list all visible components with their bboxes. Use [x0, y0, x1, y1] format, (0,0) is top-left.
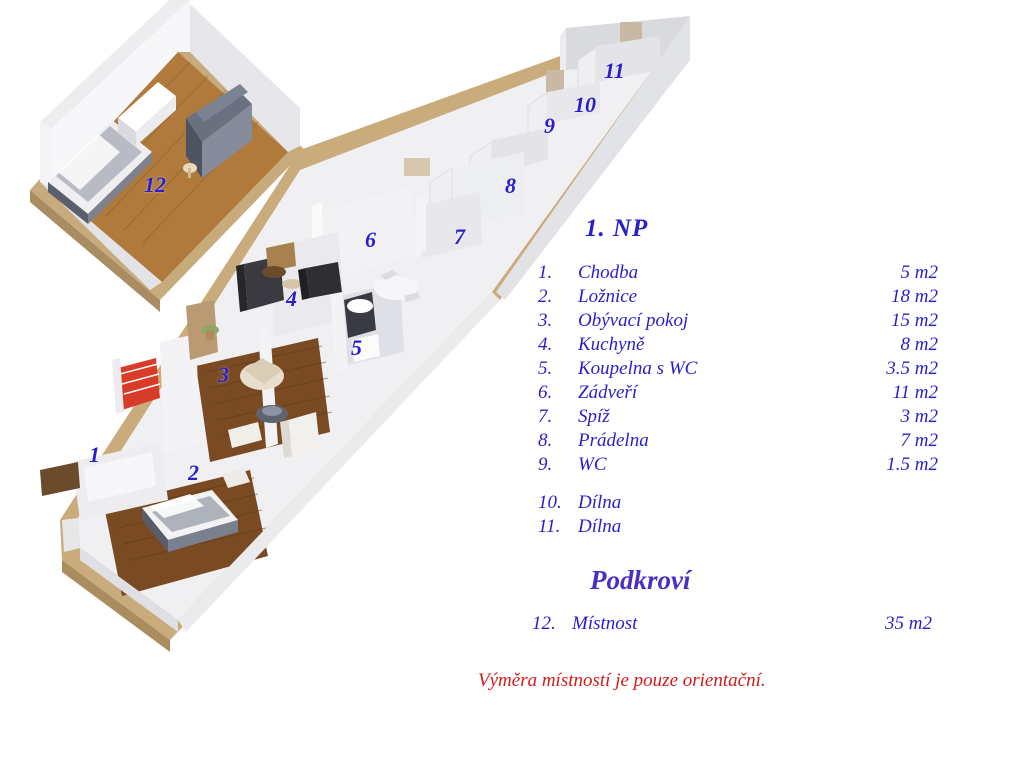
legend-name: WC — [578, 454, 607, 475]
legend-row — [538, 357, 938, 381]
legend-index: 6. — [538, 382, 553, 403]
legend-index: 9. — [538, 454, 553, 475]
entry-step — [40, 462, 80, 496]
legend-index: 4. — [538, 334, 553, 355]
legend-index: 5. — [538, 358, 553, 379]
legend-row — [538, 381, 938, 405]
room-number-2: 2 — [188, 460, 199, 485]
legend-row — [538, 285, 938, 309]
legend-area: 11 m2 — [892, 382, 938, 403]
legend-name: Spíž — [578, 406, 610, 427]
legend-area: 15 m2 — [891, 310, 938, 331]
legend-row — [538, 405, 938, 429]
room-number-8: 8 — [505, 173, 516, 198]
legend-area — [838, 515, 938, 539]
room-number-12: 12 — [144, 172, 166, 197]
legend-index: 8. — [538, 430, 553, 451]
legend-row — [532, 612, 932, 636]
room-legend-table — [538, 261, 938, 539]
legend-area: 7 m2 — [900, 430, 938, 451]
legend-index: 3. — [538, 310, 553, 331]
legend-area — [838, 491, 938, 515]
legend-area: 3.5 m2 — [886, 358, 938, 379]
legend-name: Dílna — [578, 492, 622, 513]
legend-index: 11. — [538, 516, 561, 537]
legend-name: Zádveří — [578, 382, 638, 403]
attic-legend-table — [532, 612, 932, 636]
room-number-9: 9 — [544, 113, 555, 138]
room-number-7: 7 — [454, 224, 465, 249]
legend-index: 1. — [538, 262, 553, 283]
room-number-4: 4 — [286, 286, 297, 311]
legend-name: Dílna — [578, 516, 622, 537]
room-number-3: 3 — [218, 362, 229, 387]
legend-row — [538, 491, 938, 515]
legend-row — [538, 261, 938, 285]
window — [404, 158, 430, 176]
legend-name: Chodba — [578, 262, 639, 283]
legend-row — [538, 429, 938, 453]
legend-name: Kuchyně — [578, 334, 645, 355]
floor-title: 1. NP — [585, 215, 649, 242]
legend-name: Obývací pokoj — [578, 310, 689, 331]
legend-row — [538, 453, 938, 477]
room-number-10: 10 — [574, 92, 596, 117]
room-number-6: 6 — [365, 227, 376, 252]
legend-area: 3 m2 — [900, 406, 938, 427]
legend-index: 2. — [538, 286, 553, 307]
legend-index: 7. — [538, 406, 553, 427]
legend-name: Ložnice — [578, 286, 638, 307]
legend-index: 10. — [538, 492, 562, 513]
attic-title: Podkroví — [590, 565, 691, 595]
legend-row — [538, 309, 938, 333]
room-number-1: 1 — [89, 442, 100, 467]
room-number-5: 5 — [351, 335, 362, 360]
legend-name: Místnost — [572, 613, 638, 634]
legend-area: 35 m2 — [885, 613, 932, 634]
legend-name: Koupelna s WC — [578, 358, 698, 379]
legend-row — [538, 515, 938, 539]
legend-area: 8 m2 — [900, 334, 938, 355]
legend-row — [538, 333, 938, 357]
legend-area: 1.5 m2 — [886, 454, 938, 475]
disclaimer-note: Výměra místností je pouze orientační. — [478, 670, 766, 691]
room-number-11: 11 — [604, 58, 625, 83]
legend-area: 5 m2 — [900, 262, 938, 283]
legend-panel — [470, 215, 1010, 692]
legend-area: 18 m2 — [891, 286, 938, 307]
legend-name: Prádelna — [578, 430, 649, 451]
legend-index: 12. — [532, 613, 556, 634]
